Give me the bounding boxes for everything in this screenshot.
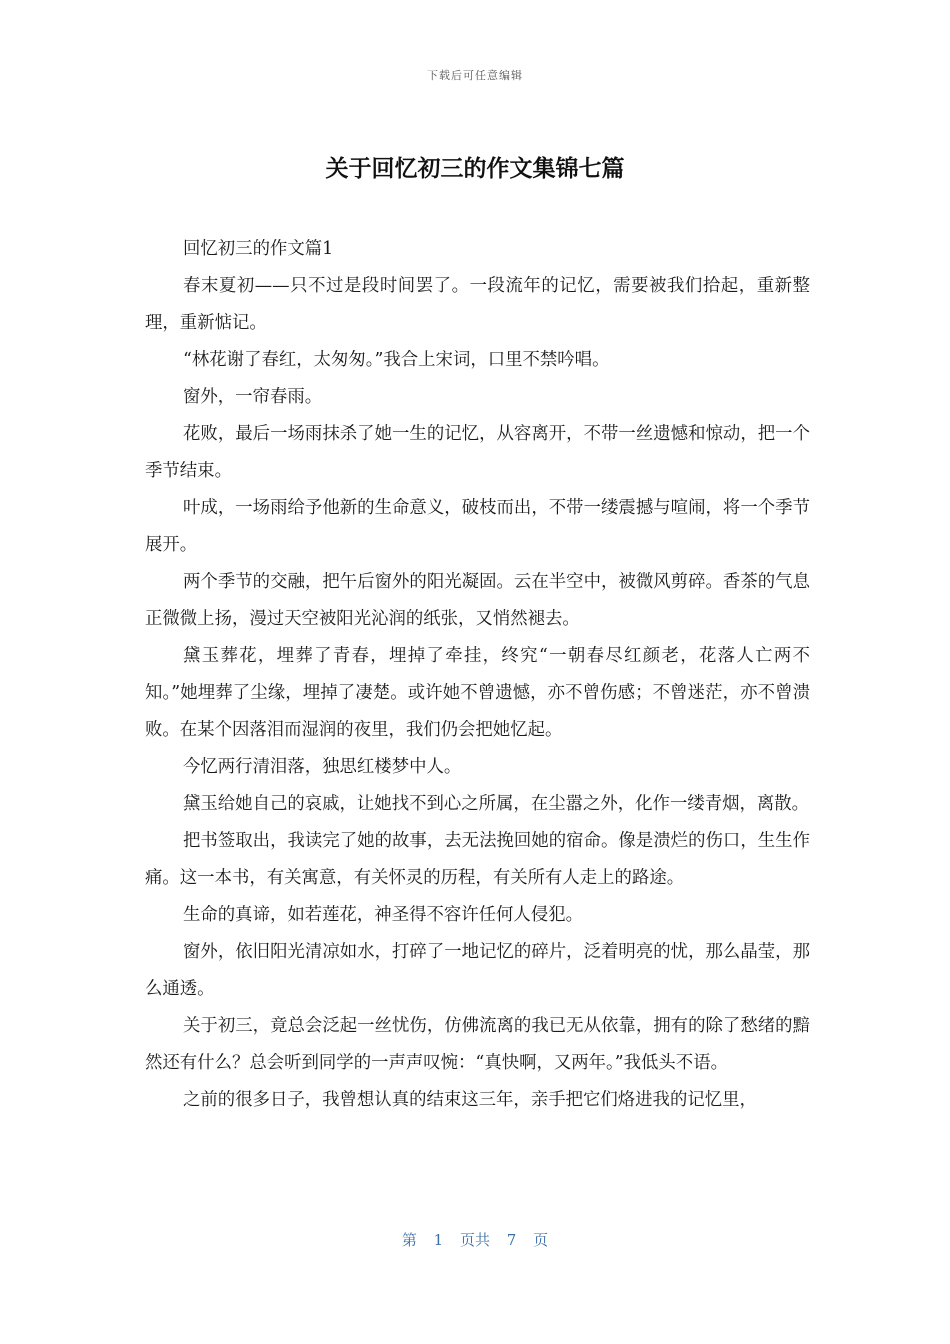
paragraph: 今忆两行清泪落，独思红楼梦中人。	[183, 757, 462, 777]
paragraph: “林花谢了春红，太匆匆。”我合上宋词，口里不禁吟唱。	[183, 350, 610, 370]
paragraph: 关于初三，竟总会泛起一丝忧伤，仿佛流离的我已无从依靠，拥有的除了愁绪的黯然还有什么？总会听到同学的一声声叹惋：“真快啊，又两年。”我低头不语。	[145, 1016, 810, 1073]
page-number-footer: 第 1 页共 7 页	[401, 1231, 549, 1249]
paragraph: 黛玉葬花，埋葬了青春，埋掉了牵挂，终究“一朝春尽红颜老，花落人亡两不知。”她埋葬了尘缘，埋掉了凄楚。或许她不曾遗憾，亦不曾伤感；不曾迷茫，亦不曾溃败。在某个因落泪而湿润的夜里，我们仍会把她忆起。	[145, 646, 810, 740]
document-title: 关于回忆初三的作文集锦七篇	[325, 156, 625, 182]
document-body	[145, 231, 810, 1119]
paragraph: 两个季节的交融，把午后窗外的阳光凝固。云在半空中，被微风剪碎。香茶的气息正微微上扬，漫过天空被阳光沁润的纸张，又悄然褪去。	[145, 572, 810, 629]
paragraph: 生命的真谛，如若莲花，神圣得不容许任何人侵犯。	[183, 905, 583, 925]
paragraph: 黛玉给她自己的哀戚，让她找不到心之所属，在尘嚣之外，化作一缕青烟，离散。	[183, 794, 810, 814]
paragraph: 花败，最后一场雨抹杀了她一生的记忆，从容离开，不带一丝遗憾和惊动，把一个季节结束。	[145, 424, 810, 481]
paragraph: 春末夏初——只不过是段时间罢了。一段流年的记忆，需要被我们拾起，重新整理，重新惦记。	[145, 276, 810, 333]
paragraph: 之前的很多日子，我曾想认真的结束这三年，亲手把它们烙进我的记忆里，	[183, 1090, 757, 1110]
essay-heading: 回忆初三的作文篇1	[183, 239, 334, 259]
paragraph: 窗外，依旧阳光清凉如水，打碎了一地记忆的碎片，泛着明亮的忧，那么晶莹，那么通透。	[145, 942, 810, 999]
paragraph: 窗外，一帘春雨。	[183, 387, 323, 407]
paragraph: 叶成，一场雨给予他新的生命意义，破枝而出，不带一缕震撼与喧闹，将一个季节展开。	[145, 498, 810, 555]
paragraph: 把书签取出，我读完了她的故事，去无法挽回她的宿命。像是溃烂的伤口，生生作痛。这一本书，有关寓意，有关怀灵的历程，有关所有人走上的路途。	[145, 831, 810, 888]
page-header-note: 下载后可任意编辑	[427, 69, 523, 82]
